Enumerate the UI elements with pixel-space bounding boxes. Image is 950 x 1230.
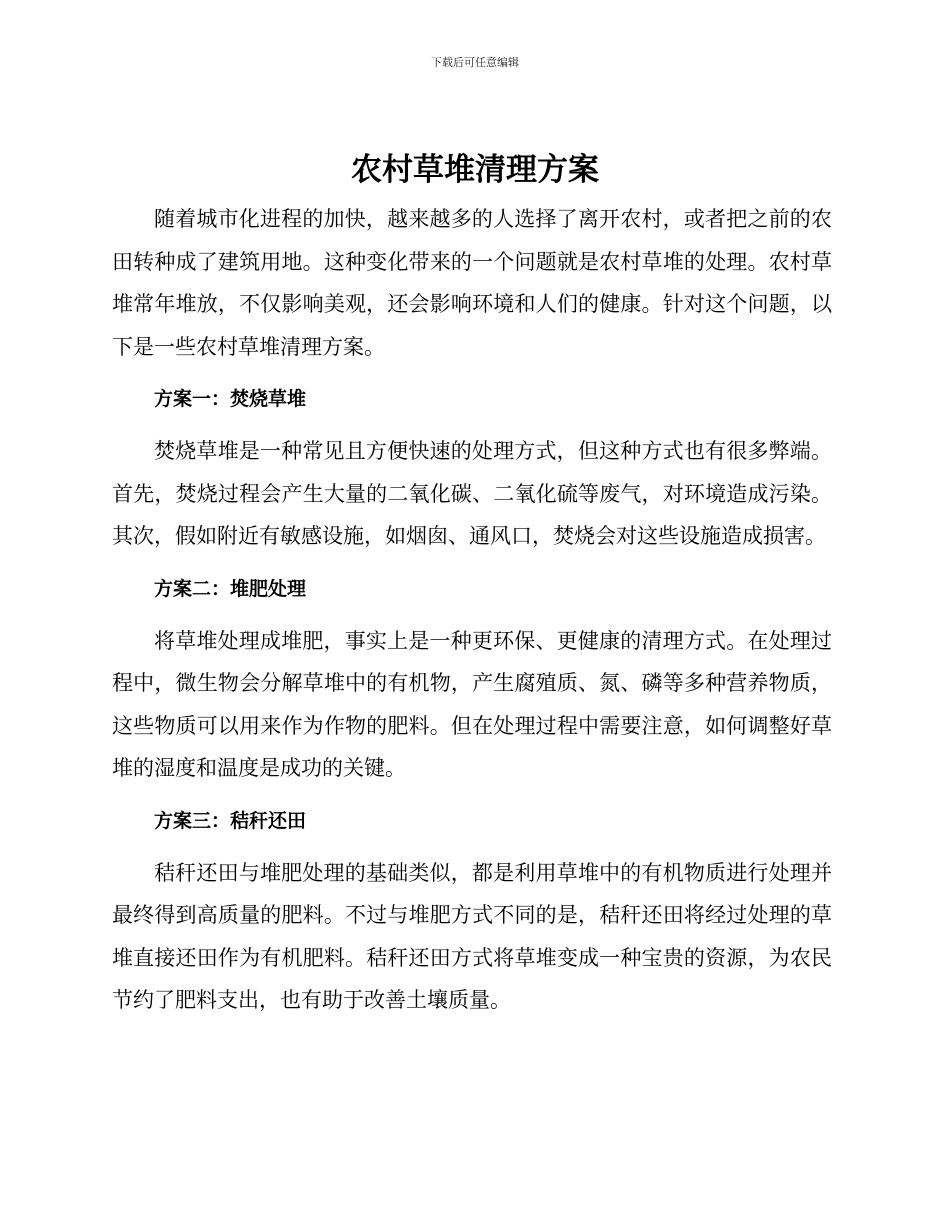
section-heading-1: 方案一：焚烧草堆 — [154, 388, 307, 410]
document-body — [112, 198, 832, 1022]
section-heading-2: 方案二：堆肥处理 — [154, 577, 307, 600]
section-body-2: 将草堆处理成堆肥，事实上是一种更环保、更健康的清理方式。在处理过程中，微生物会分解草堆中的有机物，产生腐殖质、氮、磷等多种营养物质，这些物质可以用来作为作物的肥料。但在处理过程中需要注意，如何调整好草堆的湿度和温度是成功的关键。 — [112, 628, 832, 780]
section-heading-3: 方案三：秸秆还田 — [154, 809, 307, 832]
document-title: 农村草堆清理方案 — [351, 152, 599, 188]
header-note: 下载后可任意编辑 — [431, 56, 519, 69]
section-body-3: 秸秆还田与堆肥处理的基础类似，都是利用草堆中的有机物质进行处理并最终得到高质量的肥料。不过与堆肥方式不同的是，秸秆还田将经过处理的草堆直接还田作为有机肥料。秸秆还田方式将草堆变成一种宝贵的资源，为农民节约了肥料支出，也有助于改善土壤质量。 — [112, 860, 832, 1012]
section-body-1: 焚烧草堆是一种常见且方便快速的处理方式，但这种方式也有很多弊端。首先，焚烧过程会产生大量的二氧化碳、二氧化硫等废气，对环境造成污染。其次，假如附近有敏感设施，如烟囱、通风口，焚烧会对这些设施造成损害。 — [112, 439, 832, 548]
intro-paragraph: 随着城市化进程的加快，越来越多的人选择了离开农村，或者把之前的农田转种成了建筑用地。这种变化带来的一个问题就是农村草堆的处理。农村草堆常年堆放，不仅影响美观，还会影响环境和人们的健康。针对这个问题，以下是一些农村草堆清理方案。 — [112, 207, 832, 359]
